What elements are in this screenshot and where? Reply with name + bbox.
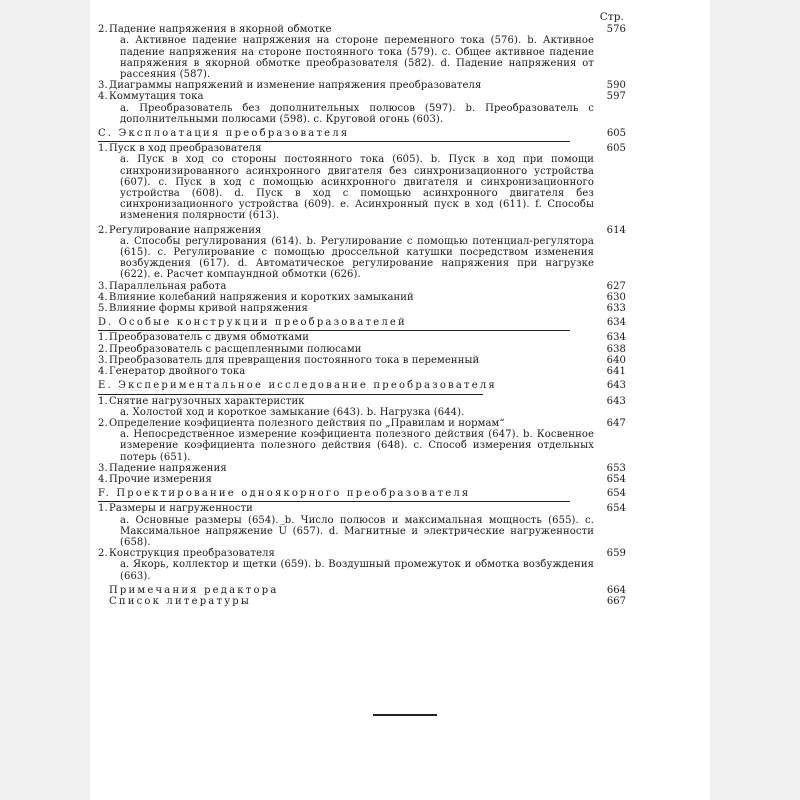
entry-page: 647 <box>606 417 626 429</box>
section-page: 654 <box>606 488 626 500</box>
entry-subsections: a. Якорь, коллектор и щетки (659). b. Воздушный промежуток и обмотка возбуждения (663). <box>120 559 594 582</box>
entry-page: 641 <box>606 366 626 378</box>
divider <box>98 141 570 142</box>
entry-number: 3. <box>98 280 108 292</box>
toc-entry[interactable] <box>98 503 626 514</box>
toc-entry[interactable] <box>98 344 626 355</box>
entry-number: 5. <box>98 303 108 315</box>
end-rule <box>373 714 437 716</box>
toc-entry[interactable] <box>98 225 626 236</box>
entry-page: 627 <box>606 280 626 292</box>
entry-title: Коммутация тока <box>109 91 204 103</box>
divider <box>98 394 483 395</box>
entry-number: 4. <box>98 366 108 378</box>
toc-entry[interactable] <box>98 463 626 474</box>
entry-title: Преобразователь для превращения постоянного тока в переменный <box>109 354 480 366</box>
entry-title: Определение коэфициента полезного действия по „Правилам и нормам“ <box>109 417 505 429</box>
entry-number: 2. <box>98 24 108 36</box>
entry-title: Падение напряжения в якорной обмотке <box>109 24 332 36</box>
entry-title: Примечания редактора <box>109 584 279 596</box>
entry-number: 1. <box>98 503 108 515</box>
entry-number: 2. <box>98 343 108 355</box>
table-of-contents <box>98 12 626 607</box>
entry-number: 1. <box>98 395 108 407</box>
entry-subsections: a. Основные размеры (654). b. Число полюсов и максимальная мощность (655). c. Максимальное напряжение U̅ (657). d. Магнитные и электрические нагруженности (658). <box>120 514 594 548</box>
entry-number: 4. <box>98 473 108 485</box>
entry-title: Диаграммы напряжений и изменение напряжения преобразователя <box>109 80 482 92</box>
section-heading-f[interactable] <box>98 488 626 499</box>
toc-entry[interactable] <box>98 292 626 303</box>
section-heading-c[interactable] <box>98 128 626 139</box>
entry-page: 643 <box>606 395 626 407</box>
entry-title: Преобразователь с двумя обмотками <box>109 332 309 344</box>
toc-entry[interactable] <box>98 396 626 407</box>
entry-page: 638 <box>606 343 626 355</box>
entry-number: 1. <box>98 143 108 155</box>
editor-notes-entry[interactable] <box>98 585 626 596</box>
entry-page: 654 <box>606 473 626 485</box>
toc-entry[interactable] <box>98 143 626 154</box>
entry-page: 605 <box>606 143 626 155</box>
toc-entry[interactable] <box>98 91 626 102</box>
entry-number: 3. <box>98 80 108 92</box>
entry-subsections: a. Способы регулирования (614). b. Регулирование с помощью потенциал-регулятора (615). c. Регулирование с помощью дроссельной катушки посредством изменения возбуждения (617). d. Автоматическое регулирование напряжения при нагрузке (622). e. Расчет компаундной обмотки (626). <box>120 235 594 281</box>
divider <box>98 501 570 502</box>
section-title: С. Эксплоатация преобразователя <box>98 128 350 140</box>
entry-title: Параллельная работа <box>109 280 227 292</box>
entry-title: Влияние колебаний напряжения и коротких замыканий <box>109 291 414 303</box>
section-heading-d[interactable] <box>98 317 626 328</box>
entry-subsections: a. Пуск в ход со стороны постоянного тока (605). b. Пуск в ход при помощи синхронизированного асинхронного двигателя без синхронизационного устройства (607). c. Пуск в ход с помощью асинхронного двигателя и синхронизационного устройства (608). d. Пуск в ход с помощью асинхронного двигателя без синхронизационного устройства (609). e. Асинхронный пуск в ход (611). f. Способы изменения полярности (613). <box>120 154 594 222</box>
entry-title: Преобразователь с расщепленными полюсами <box>109 343 362 355</box>
entry-title: Размеры и нагруженности <box>109 503 253 515</box>
toc-entry[interactable] <box>98 24 626 35</box>
entry-title: Генератор двойного тока <box>109 366 246 378</box>
entry-number: 4. <box>98 291 108 303</box>
entry-page: 614 <box>606 224 626 236</box>
page-column-header: Стр. <box>599 11 624 23</box>
toc-entry[interactable] <box>98 355 626 366</box>
entry-title: Регулирование напряжения <box>109 224 262 236</box>
entry-page: 659 <box>606 548 626 560</box>
entry-page: 576 <box>606 24 626 36</box>
entry-subsections: a. Преобразователь без дополнительных полюсов (597). b. Преобразователь с дополнительными полюсами (598). c. Круговой огонь (603). <box>120 102 594 125</box>
entry-title: Список литературы <box>109 595 252 607</box>
literature-entry[interactable] <box>98 596 626 607</box>
toc-entry[interactable] <box>98 548 626 559</box>
entry-page: 597 <box>606 91 626 103</box>
entry-page: 653 <box>606 462 626 474</box>
toc-entry[interactable] <box>98 281 626 292</box>
entry-title: Падение напряжения <box>109 462 227 474</box>
divider <box>98 330 570 331</box>
section-title: Е. Экспериментальное исследование преобразователя <box>98 380 497 392</box>
section-heading-e[interactable] <box>98 380 626 391</box>
entry-number: 2. <box>98 548 108 560</box>
entry-subsections: a. Активное падение напряжения на стороне переменного тока (576). b. Активное падение напряжения на стороне постоянного тока (579). c. Общее активное падение напряжения в якорной обмотке преобразователя (582). d. Падение напряжения от рассеяния (587). <box>120 35 594 81</box>
section-title: D. Особые конструкции преобразователей <box>98 317 407 329</box>
entry-page: 640 <box>606 354 626 366</box>
entry-title: Конструкция преобразователя <box>109 548 275 560</box>
entry-page: 654 <box>606 503 626 515</box>
section-page: 634 <box>606 317 626 329</box>
entry-page: 634 <box>606 332 626 344</box>
entry-number: 4. <box>98 91 108 103</box>
toc-entry[interactable] <box>98 418 626 429</box>
section-page: 643 <box>606 380 626 392</box>
entry-number: 1. <box>98 332 108 344</box>
toc-entry[interactable] <box>98 474 626 485</box>
entry-title: Влияние формы кривой напряжения <box>109 303 308 315</box>
entry-page: 590 <box>606 80 626 92</box>
entry-page: 664 <box>606 584 626 596</box>
entry-number: 3. <box>98 462 108 474</box>
entry-title: Снятие нагрузочных характеристик <box>109 395 305 407</box>
section-page: 605 <box>606 128 626 140</box>
entry-title: Пуск в ход преобразователя <box>109 143 262 155</box>
toc-entry[interactable] <box>98 332 626 343</box>
entry-page: 667 <box>606 595 626 607</box>
entry-subsections: a. Холостой ход и короткое замыкание (643). b. Нагрузка (644). <box>120 406 465 418</box>
entry-number: 3. <box>98 354 108 366</box>
toc-entry[interactable] <box>98 80 626 91</box>
entry-page: 630 <box>606 291 626 303</box>
entry-page: 633 <box>606 303 626 315</box>
entry-subsections: a. Непосредственное измерение коэфициента полезного действия (647). b. Косвенное измерение коэфициента полезного действия (648). c. Способ измерения отдельных потерь (651). <box>120 429 594 463</box>
entry-number: 2. <box>98 224 108 236</box>
toc-entry[interactable] <box>98 303 626 314</box>
entry-number: 2. <box>98 417 108 429</box>
section-title: F. Проектирование одноякорного преобразователя <box>98 488 471 500</box>
toc-entry[interactable] <box>98 366 626 377</box>
entry-title: Прочие измерения <box>109 473 212 485</box>
